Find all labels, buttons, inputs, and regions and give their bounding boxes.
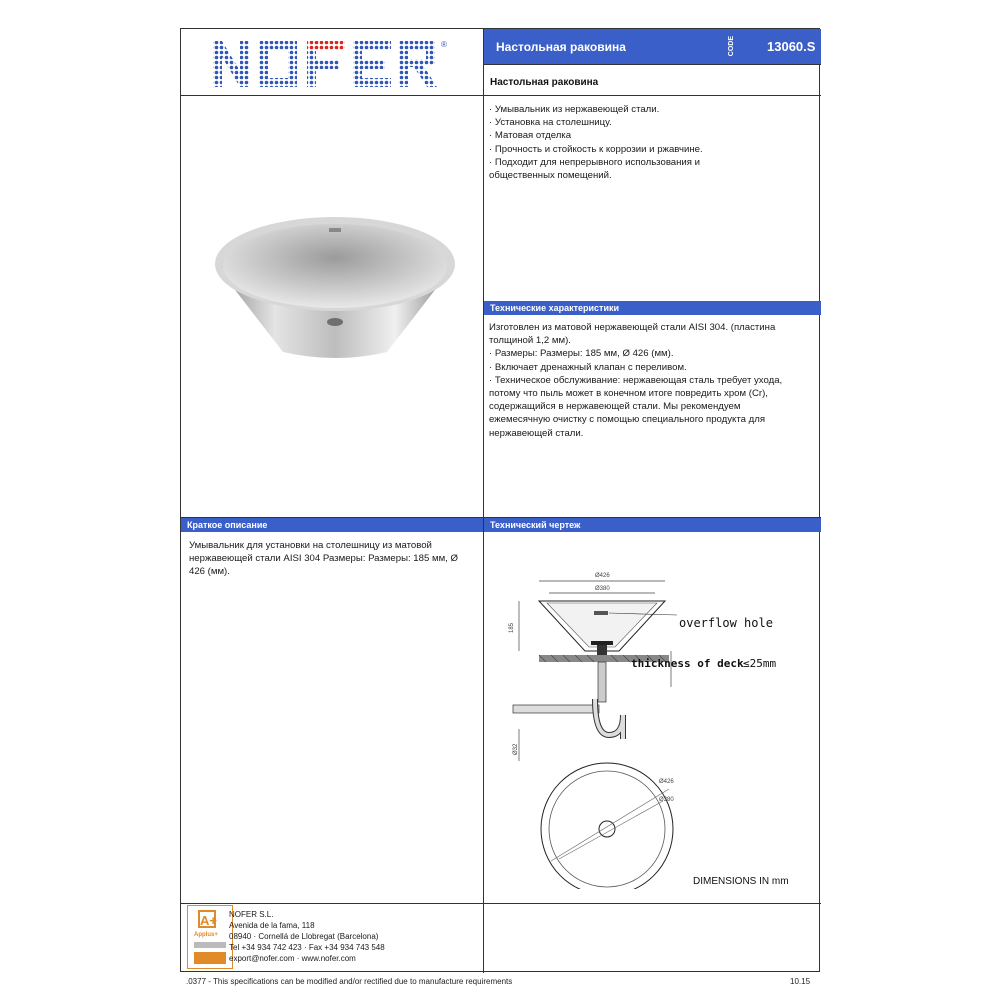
- svg-text:Ø426: Ø426: [659, 779, 674, 785]
- svg-text:®: ®: [441, 40, 447, 49]
- text-line: Изготовлен из матовой нержавеющей стали AISI 304. (пластина: [489, 322, 776, 333]
- svg-text:185: 185: [509, 622, 515, 633]
- technical-drawing: [499, 539, 809, 889]
- text-line: нержавеющей стали AISI 304 Размеры: Размеры: 185 мм, Ø: [189, 553, 458, 565]
- text-line: 08940 · Cornellá de Llobregat (Barcelona): [229, 932, 379, 941]
- text-line: нержавеющей стали.: [489, 427, 584, 439]
- text-line: · Подходит для непрерывного использования и: [489, 156, 701, 168]
- svg-text:≤25mm: ≤25mm: [743, 657, 777, 670]
- product-subtitle: Настольная раковина: [490, 77, 599, 88]
- summary-text: [189, 539, 458, 579]
- badge-label: Applus+: [194, 932, 218, 938]
- header-sub-divider: [483, 64, 821, 65]
- spec-sheet: [180, 28, 820, 972]
- disclaimer: .0377 - This specifications can be modified and/or rectified due to manufacture requirements: [186, 977, 513, 986]
- svg-text:Ø380: Ø380: [659, 797, 674, 803]
- product-title: Настольная раковина: [496, 40, 626, 54]
- text-line: · Техническое обслуживание: нержавеющая сталь требует ухода,: [489, 374, 783, 386]
- version: 10.15: [790, 977, 811, 986]
- text-line: ежемесячную очистку с помощью специального продукта для: [489, 414, 766, 426]
- text-line: · Установка на столешницу.: [489, 117, 612, 129]
- text-line: 426 (мм).: [189, 566, 230, 578]
- product-code: 13060.S: [767, 39, 816, 54]
- footer-divider: [181, 903, 821, 904]
- features-list: [489, 103, 703, 182]
- units-note: DIMENSIONS IN mm: [693, 876, 789, 887]
- text-line: толщиной 1,2 мм).: [489, 335, 571, 347]
- badge-bottom: [194, 952, 226, 964]
- text-line: export@nofer.com · www.nofer.com: [229, 954, 356, 963]
- svg-text:thickness of deck: thickness of deck: [631, 657, 744, 670]
- applus-badge: [187, 905, 233, 969]
- company-info: [229, 909, 385, 964]
- text-line: · Умывальник из нержавеющей стали.: [489, 104, 660, 115]
- text-line: · Размеры: Размеры: 185 мм, Ø 426 (мм).: [489, 348, 674, 360]
- text-line: общественных помещений.: [489, 170, 612, 182]
- text-line: Умывальник для установки на столешницу из матовой: [189, 540, 432, 551]
- tech-specs: [489, 321, 782, 440]
- grade-mark: A+: [198, 910, 216, 928]
- badge-strip: [194, 942, 226, 948]
- summary-heading: Краткое описание: [181, 518, 483, 532]
- header-title-bar: [484, 29, 821, 64]
- text-line: · Включает дренажный клапан с переливом.: [489, 361, 687, 373]
- code-label: CODE: [728, 36, 735, 57]
- text-line: Avenida de la fama, 118: [229, 921, 315, 930]
- svg-text:Ø380: Ø380: [595, 586, 610, 592]
- text-line: NOFER S.L.: [229, 910, 274, 919]
- svg-text:Ø32: Ø32: [513, 743, 519, 755]
- center-divider: [483, 29, 484, 973]
- drawing-heading: Технический чертеж: [484, 518, 821, 532]
- tech-heading: Технические характеристики: [484, 301, 821, 315]
- svg-text:overflow hole: overflow hole: [679, 616, 773, 630]
- header-divider: [181, 95, 821, 96]
- text-line: потому что пыль может в конечном итоге повредить хром (Cr),: [489, 388, 768, 400]
- text-line: Tel +34 934 742 423 · Fax +34 934 743 548: [229, 943, 385, 952]
- text-line: · Матовая отделка: [489, 130, 572, 142]
- sink-photo: [211, 214, 459, 364]
- svg-text:Ø426: Ø426: [595, 573, 610, 579]
- text-line: содержащийся в нержавеющей стали. Мы рекомендуем: [489, 401, 741, 413]
- text-line: · Прочность и стойкость к коррозии и ржавчине.: [489, 143, 703, 155]
- nofer-logo: [209, 35, 454, 93]
